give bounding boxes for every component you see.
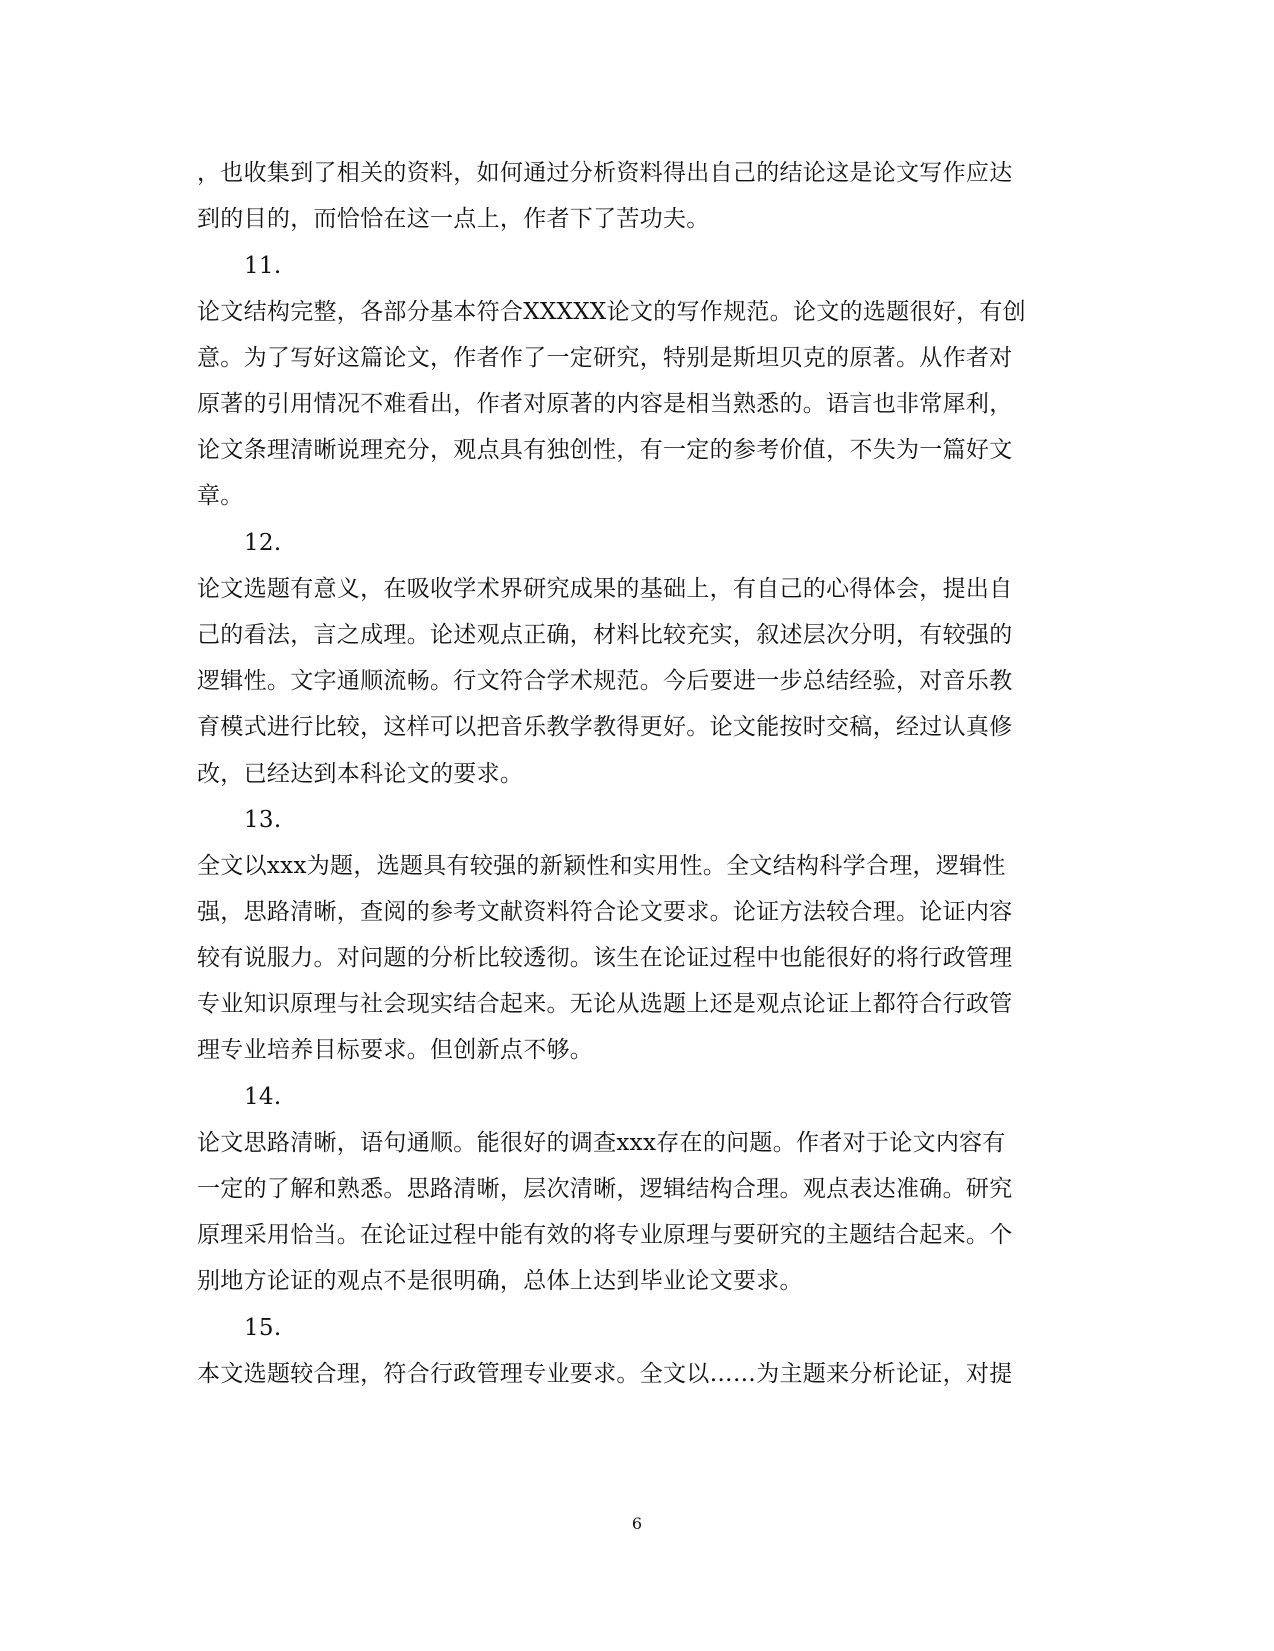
text-line: 论文条理清晰说理充分，观点具有独创性，有一定的参考价值，不失为一篇好文 (197, 437, 1013, 463)
text-line: 本文选题较合理，符合行政管理专业要求。全文以……为主题来分析论证，对提 (197, 1361, 1013, 1387)
text-line: 己的看法，言之成理。论述观点正确，材料比较充实，叙述层次分明，有较强的 (197, 622, 1013, 648)
text-line: 意。为了写好这篇论文，作者作了一定研究，特别是斯坦贝克的原著。从作者对 (197, 345, 1013, 371)
item-number-13: 13. (244, 807, 282, 833)
text-line: 到的目的，而恰恰在这一点上，作者下了苦功夫。 (197, 206, 710, 232)
text-line: 改，已经达到本科论文的要求。 (197, 761, 524, 787)
item-number-15: 15. (244, 1315, 282, 1341)
text-line: 章。 (197, 483, 244, 509)
item-number-14: 14. (244, 1084, 282, 1110)
text-line: 强，思路清晰，查阅的参考文献资料符合论文要求。论证方法较合理。论证内容 (197, 899, 1013, 925)
text-line: 论文选题有意义，在吸收学术界研究成果的基础上，有自己的心得体会，提出自 (197, 576, 1013, 602)
text-line: ，也收集到了相关的资料，如何通过分析资料得出自己的结论这是论文写作应达 (197, 160, 1013, 186)
item-number-11: 11. (244, 253, 282, 279)
text-line: 理专业培养目标要求。但创新点不够。 (197, 1037, 594, 1063)
text-line: 逻辑性。文字通顺流畅。行文符合学术规范。今后要进一步总结经验，对音乐教 (197, 668, 1013, 694)
text-line: 专业知识原理与社会现实结合起来。无论从选题上还是观点论证上都符合行政管 (197, 991, 1013, 1017)
text-line: 一定的了解和熟悉。思路清晰，层次清晰，逻辑结构合理。观点表达准确。研究 (197, 1176, 1013, 1202)
text-line: 论文思路清晰，语句通顺。能很好的调查xxx存在的问题。作者对于论文内容有 (197, 1130, 1006, 1156)
text-line: 别地方论证的观点不是很明确，总体上达到毕业论文要求。 (197, 1268, 803, 1294)
text-line: 较有说服力。对问题的分析比较透彻。该生在论证过程中也能很好的将行政管理 (197, 945, 1013, 971)
text-line: 全文以xxx为题，选题具有较强的新颖性和实用性。全文结构科学合理，逻辑性 (197, 853, 1006, 879)
page-number: 6 (631, 1514, 643, 1533)
text-line: 原理采用恰当。在论证过程中能有效的将专业原理与要研究的主题结合起来。个 (197, 1222, 1013, 1248)
text-line: 育模式进行比较，这样可以把音乐教学教得更好。论文能按时交稿，经过认真修 (197, 714, 1013, 740)
text-line: 论文结构完整，各部分基本符合XXXXX论文的写作规范。论文的选题很好，有创 (197, 299, 1026, 325)
item-number-12: 12. (244, 530, 282, 556)
text-line: 原著的引用情况不难看出，作者对原著的内容是相当熟悉的。语言也非常犀利， (197, 391, 1013, 417)
